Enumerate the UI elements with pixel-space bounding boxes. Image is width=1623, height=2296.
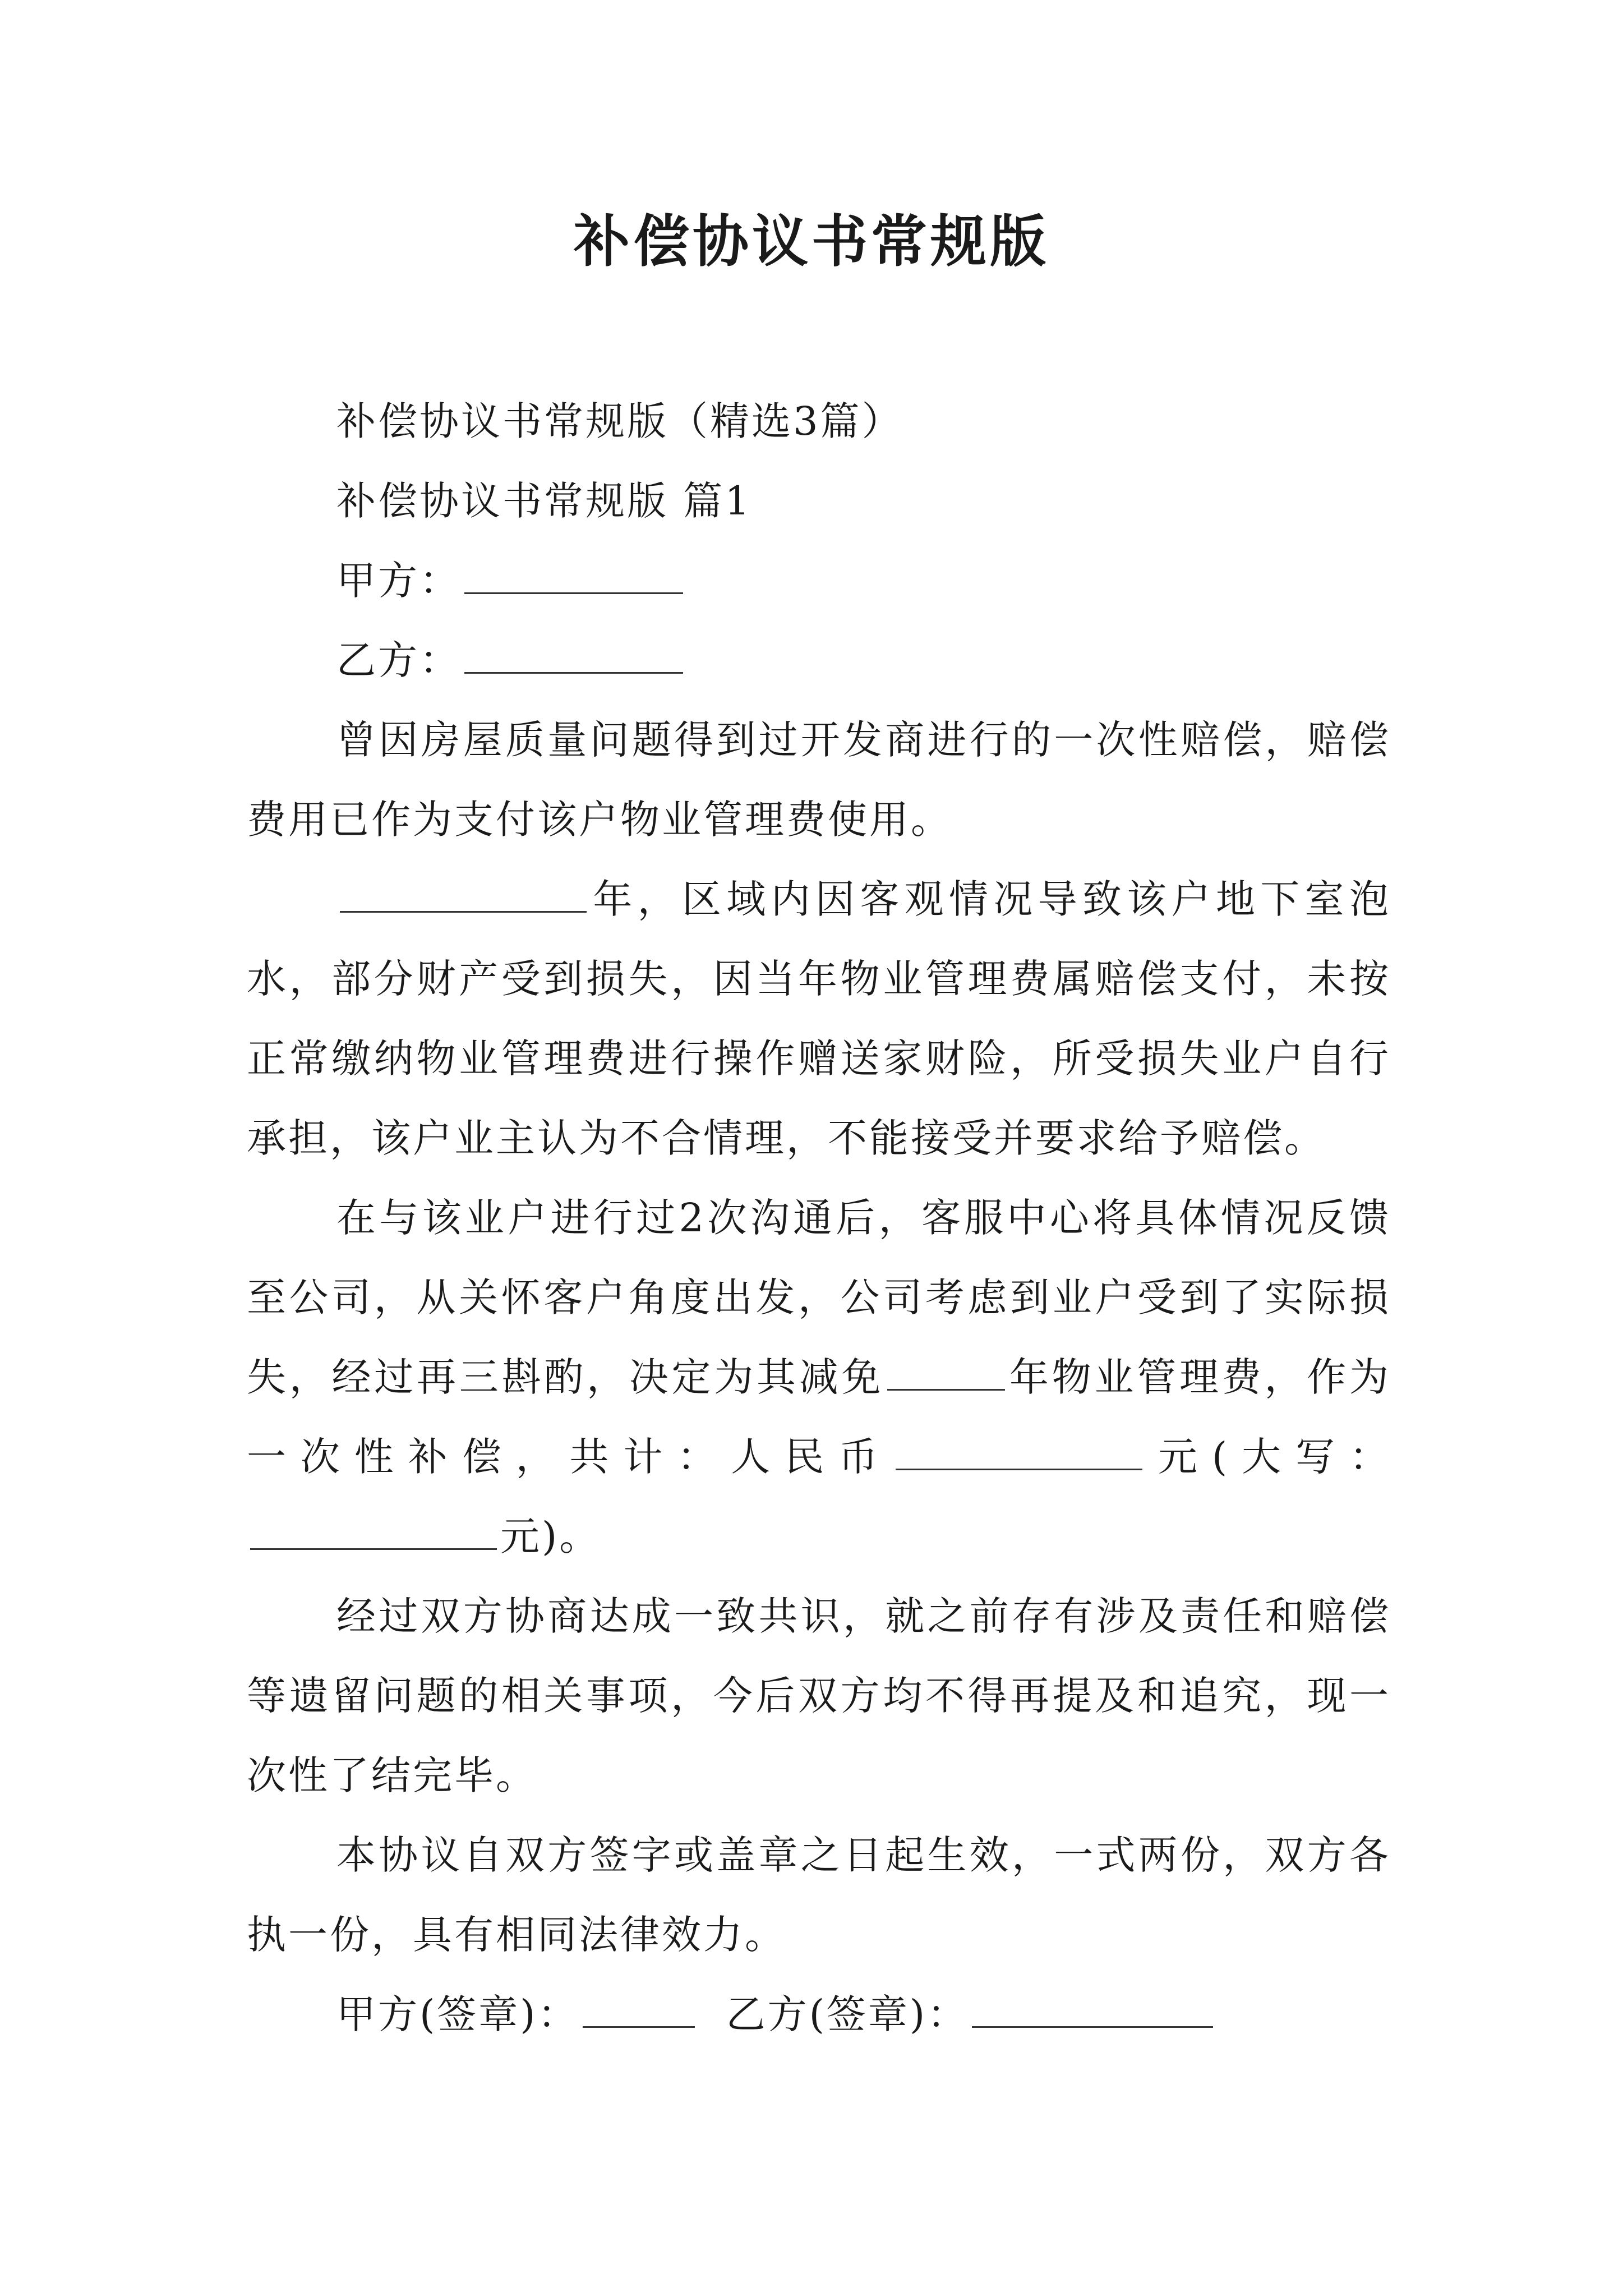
paragraph-1: 曾因房屋质量问题得到过开发商进行的一次性赔偿，赔偿费用已作为支付该户物业管理费使用。	[247, 717, 1391, 843]
paragraph-3	[247, 1178, 1391, 1576]
sign-a-label: 甲方(签章)：	[336, 1991, 579, 2037]
subtitle-line: 补偿协议书常规版（精选3篇）	[336, 398, 903, 444]
paragraph-3-text-2: 年物业管理费，作为一次性补偿，共计：人民币	[247, 1354, 1391, 1480]
paragraph-3-text-4: 元)。	[500, 1513, 601, 1559]
party-a-line	[247, 541, 1391, 620]
document-body	[247, 381, 1391, 2054]
years-blank	[887, 1345, 1005, 1391]
paragraph-2-text: 年，区域内因客观情况导致该户地下室泡水，部分财产受到损失，因当年物业管理费属赔偿支付，未按正常缴纳物业管理费进行操作赠送家财险，所受损失业户自行承担，该户业主认为不合情理，不能接受并要求给予赔偿。	[247, 876, 1391, 1161]
paragraph-3-text-3: 元(大写：	[1146, 1434, 1391, 1480]
sign-a-blank	[583, 1982, 695, 2028]
party-a-label: 甲方：	[336, 558, 461, 604]
paragraph-5: 本协议自双方签字或盖章之日起生效，一式两份，双方各执一份，具有相同法律效力。	[247, 1832, 1391, 1958]
paragraph-3-text-1: 在与该业户进行过2次沟通后，客服中心将具体情况反馈至公司，从关怀客户角度出发，公司考虑到业户受到了实际损失，经过再三斟酌，决定为其减免	[247, 1195, 1391, 1400]
section-heading: 补偿协议书常规版 篇1	[336, 478, 752, 524]
sign-b-label: 乙方(签章)：	[726, 1991, 969, 2037]
year-blank	[340, 867, 587, 913]
party-b-blank	[464, 628, 683, 674]
amount-blank	[896, 1425, 1142, 1470]
party-b-label: 乙方：	[336, 637, 461, 683]
document-title: 补偿协议书常规版	[574, 208, 1049, 274]
paragraph-2	[247, 859, 1391, 1178]
capital-amount-blank	[250, 1504, 497, 1550]
sign-b-blank	[972, 1982, 1213, 2028]
paragraph-4: 经过双方协商达成一致共识，就之前存有涉及责任和赔偿等遗留问题的相关事项，今后双方均不得再提及和追究，现一次性了结完毕。	[247, 1593, 1391, 1798]
signature-line	[247, 1975, 1391, 2054]
party-b-line	[247, 620, 1391, 700]
party-a-blank	[464, 549, 683, 594]
